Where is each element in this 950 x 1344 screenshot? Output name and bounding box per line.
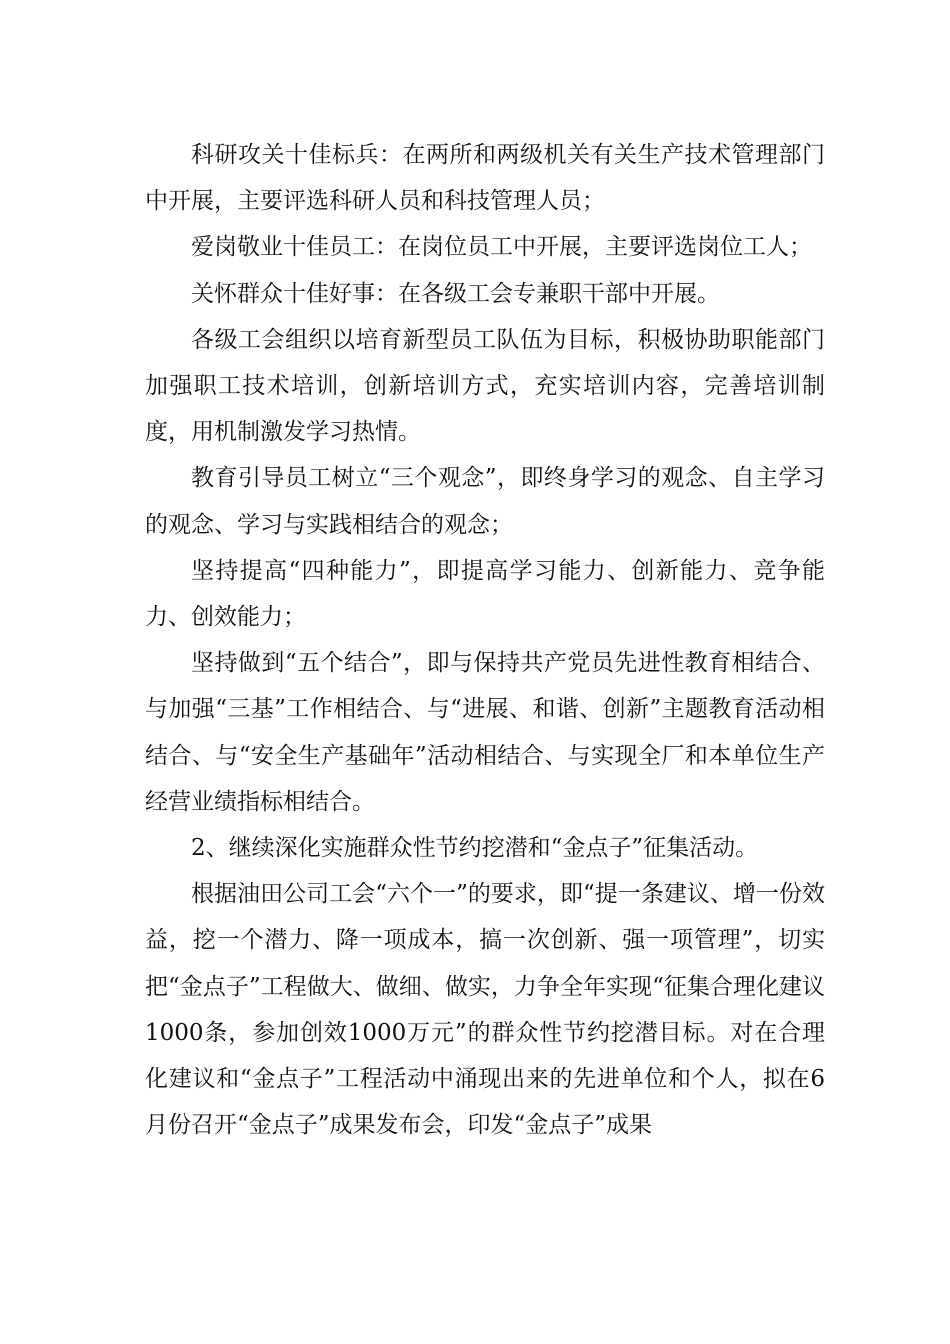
paragraph-8: 2、继续深化实施群众性节约挖潜和“金点子”征集活动。 [191, 835, 759, 862]
paragraph-6: 坚持提高“四种能力”，即提高学习能力、创新能力、竞争能力、创效能力； [145, 557, 825, 631]
paragraph-1: 科研攻关十佳标兵：在两所和两级机关有关生产技术管理部门中开展，主要评选科研人员和科技管理人员； [145, 142, 825, 215]
paragraph-2: 爱岗敬业十佳员工：在岗位员工中开展，主要评选岗位工人； [191, 234, 812, 261]
paragraph-9: 根据油田公司工会“六个一”的要求，即“提一条建议、增一份效益，挖一个潜力、降一项成本，搞一次创新、强一项管理”，切实把“金点子”工程做大、做细、做实，力争全年实现“征集合理化建议1000条，参加创效1000万元”的群众性节约挖潜目标。对在合理化建议和“金点子”工程活动中涌现出来的先进单位和个人，拟在6月份召开“金点子”成果发布会，印发“金点子”成果 [145, 881, 825, 1139]
paragraph-7: 坚持做到“五个结合”，即与保持共产党员先进性教育相结合、与加强“三基”工作相结合、与“进展、和谐、创新”主题教育活动相结合、与“安全生产基础年”活动相结合、与实现全厂和本单位生产经营业绩指标相结合。 [145, 650, 825, 815]
paragraph-4: 各级工会组织以培育新型员工队伍为目标，积极协助职能部门加强职工技术培训，创新培训方式，充实培训内容，完善培训制度，用机制激发学习热情。 [145, 326, 825, 446]
document-body [145, 132, 825, 1148]
paragraph-3: 关怀群众十佳好事：在各级工会专兼职干部中开展。 [191, 280, 720, 307]
paragraph-5: 教育引导员工树立“三个观念”，即终身学习的观念、自主学习的观念、学习与实践相结合的观念； [145, 465, 825, 538]
